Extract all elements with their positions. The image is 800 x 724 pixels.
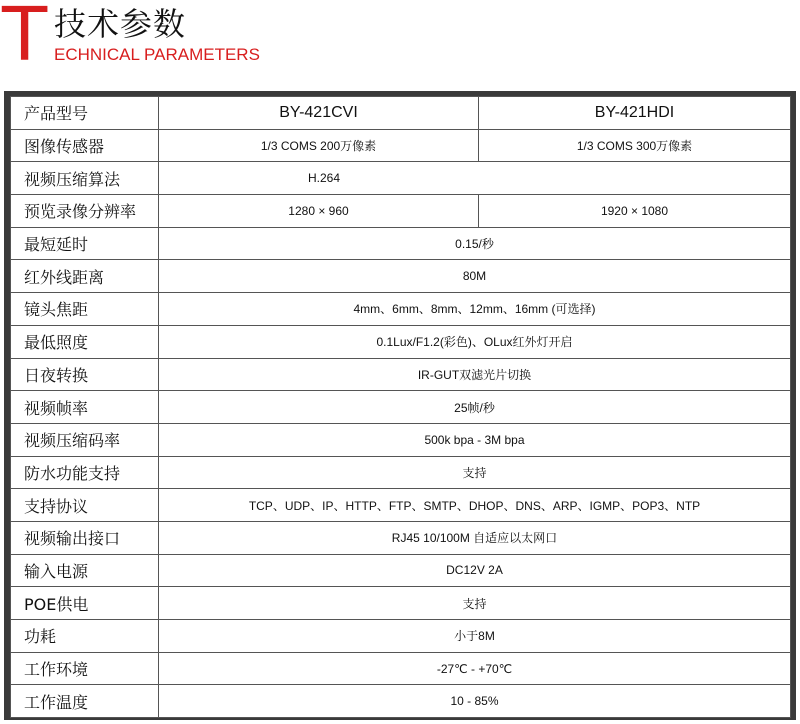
row-value-hdi: 1/3 COMS 300万像素 bbox=[479, 129, 791, 162]
table-header-row bbox=[11, 97, 791, 130]
row-value: DC12V 2A bbox=[159, 554, 791, 587]
row-label: 视频输出接口 bbox=[11, 521, 159, 554]
table-row bbox=[11, 489, 791, 522]
table-row bbox=[11, 260, 791, 293]
row-value: -27℃ - +70℃ bbox=[159, 652, 791, 685]
table-row bbox=[11, 652, 791, 685]
table-row bbox=[11, 423, 791, 456]
row-label: POE供电 bbox=[11, 587, 159, 620]
row-value: 10 - 85% bbox=[159, 685, 791, 718]
row-value: 25帧/秒 bbox=[159, 391, 791, 424]
table-row bbox=[11, 129, 791, 162]
row-label: 最低照度 bbox=[11, 325, 159, 358]
row-label: 工作环境 bbox=[11, 652, 159, 685]
row-label: 支持协议 bbox=[11, 489, 159, 522]
row-value: H.264 bbox=[159, 162, 791, 195]
row-label: 工作温度 bbox=[11, 685, 159, 718]
row-label: 红外线距离 bbox=[11, 260, 159, 293]
table-row bbox=[11, 358, 791, 391]
model-cvi: BY-421CVI bbox=[159, 97, 479, 130]
spec-table-wrapper bbox=[10, 96, 790, 718]
row-label: 视频压缩码率 bbox=[11, 423, 159, 456]
table-row bbox=[11, 325, 791, 358]
table-row bbox=[11, 587, 791, 620]
row-value: 80M bbox=[159, 260, 791, 293]
table-row bbox=[11, 456, 791, 489]
model-hdi: BY-421HDI bbox=[479, 97, 791, 130]
table-row bbox=[11, 162, 791, 195]
row-value: 小于8M bbox=[159, 620, 791, 653]
row-label: 输入电源 bbox=[11, 554, 159, 587]
row-value: 0.15/秒 bbox=[159, 227, 791, 260]
row-label: 视频帧率 bbox=[11, 391, 159, 424]
row-label: 图像传感器 bbox=[11, 129, 159, 162]
row-value: TCP、UDP、IP、HTTP、FTP、SMTP、DHOP、DNS、ARP、IGMP、POP3、NTP bbox=[159, 489, 791, 522]
row-label: 预览录像分辨率 bbox=[11, 195, 159, 228]
page-header bbox=[0, 0, 800, 90]
row-value: 支持 bbox=[159, 456, 791, 489]
page-subtitle: ECHNICAL PARAMETERS bbox=[54, 45, 260, 64]
row-value: 支持 bbox=[159, 587, 791, 620]
row-label: 日夜转换 bbox=[11, 358, 159, 391]
row-label: 功耗 bbox=[11, 620, 159, 653]
row-value: 0.1Lux/F1.2(彩色)、OLux红外灯开启 bbox=[159, 325, 791, 358]
table-row bbox=[11, 620, 791, 653]
row-value: IR-GUT双滤光片切换 bbox=[159, 358, 791, 391]
table-row bbox=[11, 685, 791, 718]
spec-table bbox=[10, 96, 791, 718]
row-label: 最短延时 bbox=[11, 227, 159, 260]
table-row bbox=[11, 521, 791, 554]
table-row bbox=[11, 391, 791, 424]
row-value: RJ45 10/100M 自适应以太网口 bbox=[159, 521, 791, 554]
row-value-hdi: 1920 × 1080 bbox=[479, 195, 791, 228]
logo-letter: T bbox=[2, 0, 48, 78]
row-value-cvi: 1/3 COMS 200万像素 bbox=[159, 129, 479, 162]
page-title: 技术参数 bbox=[54, 5, 187, 43]
table-row bbox=[11, 554, 791, 587]
row-value: 4mm、6mm、8mm、12mm、16mm (可选择) bbox=[159, 293, 791, 326]
row-value-cvi: 1280 × 960 bbox=[159, 195, 479, 228]
row-label: 视频压缩算法 bbox=[11, 162, 159, 195]
row-value: 500k bpa - 3M bpa bbox=[159, 423, 791, 456]
table-row bbox=[11, 227, 791, 260]
table-row bbox=[11, 195, 791, 228]
table-row bbox=[11, 293, 791, 326]
row-label: 产品型号 bbox=[11, 97, 159, 130]
row-label: 防水功能支持 bbox=[11, 456, 159, 489]
row-label: 镜头焦距 bbox=[11, 293, 159, 326]
